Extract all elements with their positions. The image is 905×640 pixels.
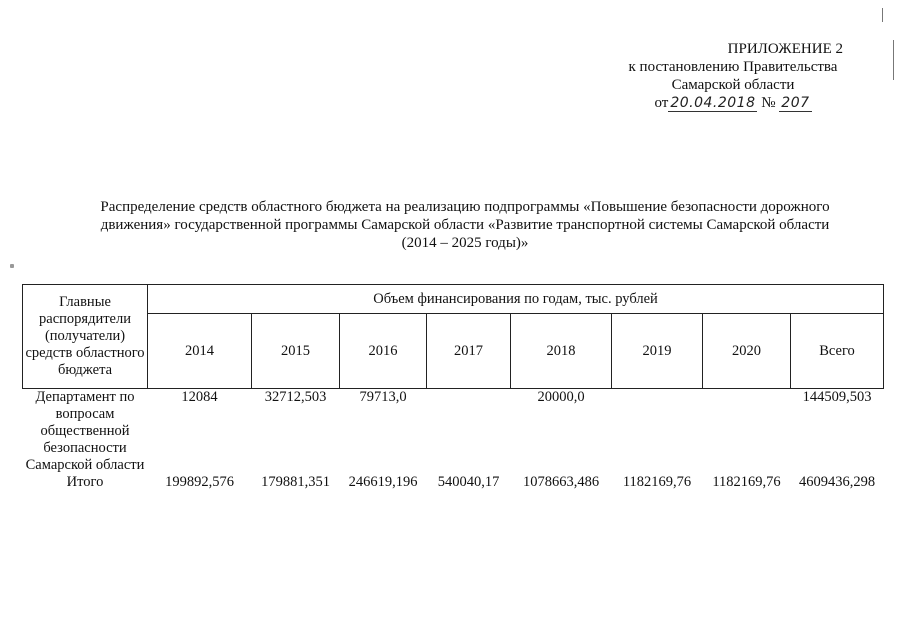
table-row-department	[23, 389, 884, 475]
financing-table	[22, 284, 884, 491]
table-cell	[703, 389, 791, 475]
table-cell: 79713,0	[359, 389, 407, 405]
table-cell: 1078663,486	[522, 474, 600, 490]
table-cell-total: 4609436,298	[798, 474, 876, 490]
department-name: Департамент по вопросам общественной безопасности Самарской области	[25, 389, 145, 473]
table-cell: 32712,503	[264, 389, 327, 405]
table-cell: 199892,576	[165, 474, 234, 490]
header-year: 2018	[511, 314, 612, 389]
header-year: 2015	[252, 314, 340, 389]
header-year: 2020	[703, 314, 791, 389]
table-cell: 20000,0	[537, 389, 585, 405]
table-cell: 1182169,76	[712, 474, 781, 490]
table-cell	[427, 389, 511, 475]
from-label: от	[654, 95, 669, 111]
document-title	[70, 198, 860, 252]
header-year: 2019	[612, 314, 703, 389]
table-cell-total: 144509,503	[802, 389, 872, 405]
scan-mark-right-edge	[893, 40, 894, 80]
handwritten-number: 207	[781, 95, 810, 111]
table-cell: 246619,196	[348, 474, 418, 490]
scan-mark-top-right	[882, 8, 883, 22]
header-year: 2014	[148, 314, 252, 389]
title-line-1: Распределение средств областного бюджета на реализацию подпрограммы «Повышение безопасности дорожного	[100, 199, 830, 215]
header-year: 2017	[427, 314, 511, 389]
appendix-date-line	[603, 94, 863, 112]
table-cell	[612, 389, 703, 475]
title-line-2: движения» государственной программы Самарской области «Развитие транспортной системы Самарской области	[100, 217, 830, 233]
header-financing-volume: Объем финансирования по годам, тыс. рублей	[148, 285, 884, 314]
appendix-decree-line: к постановлению Правительства	[628, 59, 838, 75]
handwritten-date: 20.04.2018	[670, 95, 756, 111]
table-row-total	[23, 474, 884, 491]
header-year: 2016	[340, 314, 427, 389]
header-distributor: Главные распорядители (получатели) средств областного бюджета	[23, 285, 148, 389]
number-label: №	[761, 95, 776, 111]
table-cell: 12084	[181, 389, 218, 405]
total-label: Итого	[66, 474, 104, 490]
table-cell: 179881,351	[261, 474, 330, 490]
table-cell: 540040,17	[437, 474, 500, 490]
appendix-title: ПРИЛОЖЕНИЕ 2	[727, 41, 843, 57]
title-line-3: (2014 – 2025 годы)»	[401, 235, 529, 251]
header-total: Всего	[791, 314, 884, 389]
scan-mark-left	[10, 264, 14, 268]
appendix-block	[603, 40, 863, 112]
table-cell: 1182169,76	[622, 474, 692, 490]
appendix-region-line: Самарской области	[671, 77, 795, 93]
